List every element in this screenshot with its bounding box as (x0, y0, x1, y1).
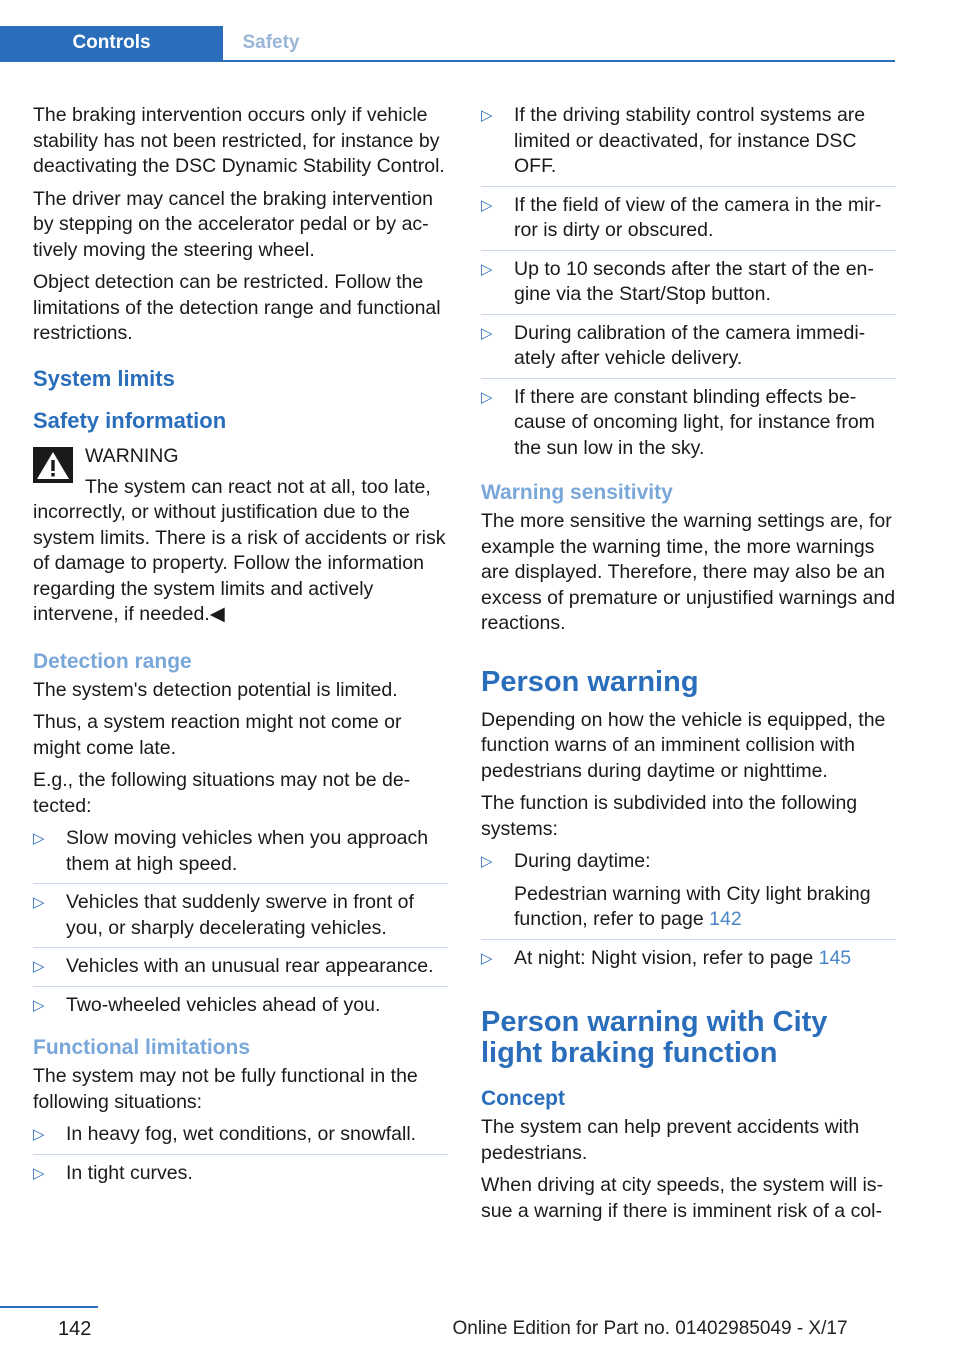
tab-safety[interactable]: Safety (242, 32, 300, 53)
list-item (33, 1122, 448, 1148)
page-reference-link[interactable]: 142 (709, 908, 742, 930)
subheading-concept: Concept (481, 1087, 565, 1110)
list-item-text: Slow moving vehicles when you approach them at high speed. (66, 827, 429, 875)
person-paragraph: Depending on how the vehicle is equipped, the function warns of an imminent collision with pedestrians during daytime or nighttime. (481, 708, 886, 782)
list-item-text: If the driving stability control systems are limited or deactivated, for instance DSC OFF. (514, 104, 866, 177)
list-item-text: If there are constant blinding effects because of oncoming light, for instance from the sun low in the sky. (514, 385, 875, 459)
right-column (481, 103, 896, 1231)
intro-paragraph: The braking intervention occurs only if vehicle stability has not been restricted, for instance by deactivating the DSC Dynamic Stability Control. (33, 104, 445, 177)
list-item (481, 378, 896, 462)
list-item-text: Two-wheeled vehicles ahead of you. (66, 993, 381, 1016)
warning-block (33, 443, 448, 469)
list-item-text: In tight curves. (66, 1161, 193, 1184)
triangle-right-icon: ▷ (481, 324, 493, 342)
heading-city-light-braking: Person warning with City light braking function (481, 1006, 828, 1069)
warning-body: The system can react not at all, too late, incorrectly, or without justification due to the system limits. There is a risk of accidents or risk of damage to property. Follow the information regarding the system limits and actively intervene, if needed.◀ (33, 475, 446, 625)
list-item-text: Vehicles with an unusual rear appearance. (66, 955, 434, 977)
triangle-right-icon: ▷ (481, 949, 493, 967)
warning-title: WARNING (85, 444, 179, 467)
list-item (481, 849, 896, 933)
list-item-text: During daytime: (514, 850, 651, 872)
list-item-text: In heavy fog, wet conditions, or snowfall. (66, 1123, 417, 1145)
tab-controls[interactable]: Controls (0, 26, 223, 62)
concept-paragraph: When driving at city speeds, the system will issue a warning if there is imminent risk of a col- (481, 1174, 884, 1222)
list-item (481, 250, 896, 308)
footer-rule (0, 1306, 98, 1308)
triangle-right-icon: ▷ (481, 260, 493, 278)
list-item (481, 314, 896, 372)
intro-paragraph: The driver may cancel the braking intervention by stepping on the accelerator pedal or by actively moving the steering wheel. (33, 187, 433, 261)
header-tabbar (0, 26, 895, 62)
warning-triangle-icon (33, 447, 73, 483)
list-item (33, 826, 448, 877)
triangle-right-icon: ▷ (33, 958, 45, 975)
detection-paragraph: Thus, a system reaction might not come or might come late. (33, 711, 402, 759)
subheading-detection-range: Detection range (33, 649, 192, 673)
triangle-right-icon: ▷ (33, 1164, 45, 1182)
person-paragraph: The function is subdivided into the following systems: (481, 792, 858, 840)
triangle-right-icon: ▷ (33, 1126, 45, 1143)
list-item-text: Vehicles that suddenly swerve in front of you, or sharply decelerating vehicles. (66, 891, 414, 939)
limits-list-continued (481, 103, 896, 461)
list-item (33, 947, 448, 980)
triangle-right-icon: ▷ (481, 196, 493, 214)
list-item (481, 186, 896, 244)
triangle-right-icon: ▷ (481, 388, 493, 406)
page-number: 142 (58, 1318, 92, 1340)
page-reference-link[interactable]: 145 (818, 946, 852, 969)
detection-paragraph: E.g., the following situations may not be detected: (33, 769, 411, 817)
list-item (33, 986, 448, 1019)
list-item (33, 1154, 448, 1187)
functional-list (33, 1122, 448, 1186)
list-item-subtext (514, 882, 896, 933)
heading-person-warning: Person warning (481, 665, 699, 698)
triangle-right-icon: ▷ (481, 107, 493, 124)
reference-text: Pedestrian warning with City light braking function, refer to page (514, 882, 871, 930)
list-item (33, 883, 448, 941)
triangle-right-icon: ▷ (481, 853, 493, 870)
concept-paragraph: The system can help prevent accidents with pedestrians. (481, 1116, 860, 1164)
edition-text: Online Edition for Part no. 01402985049 - X/17 (452, 1318, 848, 1339)
list-item-text: If the field of view of the camera in the mirror is dirty or obscured. (514, 193, 882, 241)
header-rule (0, 60, 895, 62)
subheading-warning-sensitivity: Warning sensitivity (481, 481, 673, 504)
triangle-right-icon: ▷ (33, 830, 45, 847)
warning-text (33, 475, 448, 628)
intro-paragraph: Object detection can be restricted. Follow the limitations of the detection range and functional restrictions. (33, 271, 441, 344)
triangle-right-icon: ▷ (33, 996, 45, 1014)
detection-paragraph: The system's detection potential is limited. (33, 678, 398, 701)
triangle-right-icon: ▷ (33, 894, 45, 911)
sensitivity-paragraph: The more sensitive the warning settings are, for example the warning time, the more warnings are displayed. Therefore, there may also be an excess of premature or unjustified warnings and reactions. (481, 510, 896, 634)
list-item-text: Up to 10 seconds after the start of the engine via the Start/Stop button. (514, 257, 874, 305)
person-list (481, 849, 896, 971)
list-item-text: At night: Night vision, refer to page (514, 946, 819, 969)
subheading-functional-limitations: Functional limitations (33, 1036, 251, 1059)
section-heading-system-limits: System limits (33, 365, 175, 391)
functional-paragraph: The system may not be fully functional in the following situations: (33, 1065, 418, 1113)
subheading-safety-information: Safety information (33, 407, 227, 433)
list-item (481, 939, 896, 972)
left-column (33, 103, 448, 1192)
list-item-text: During calibration of the camera immediately after vehicle delivery. (514, 321, 866, 369)
detection-list (33, 826, 448, 1018)
list-item (481, 103, 896, 180)
